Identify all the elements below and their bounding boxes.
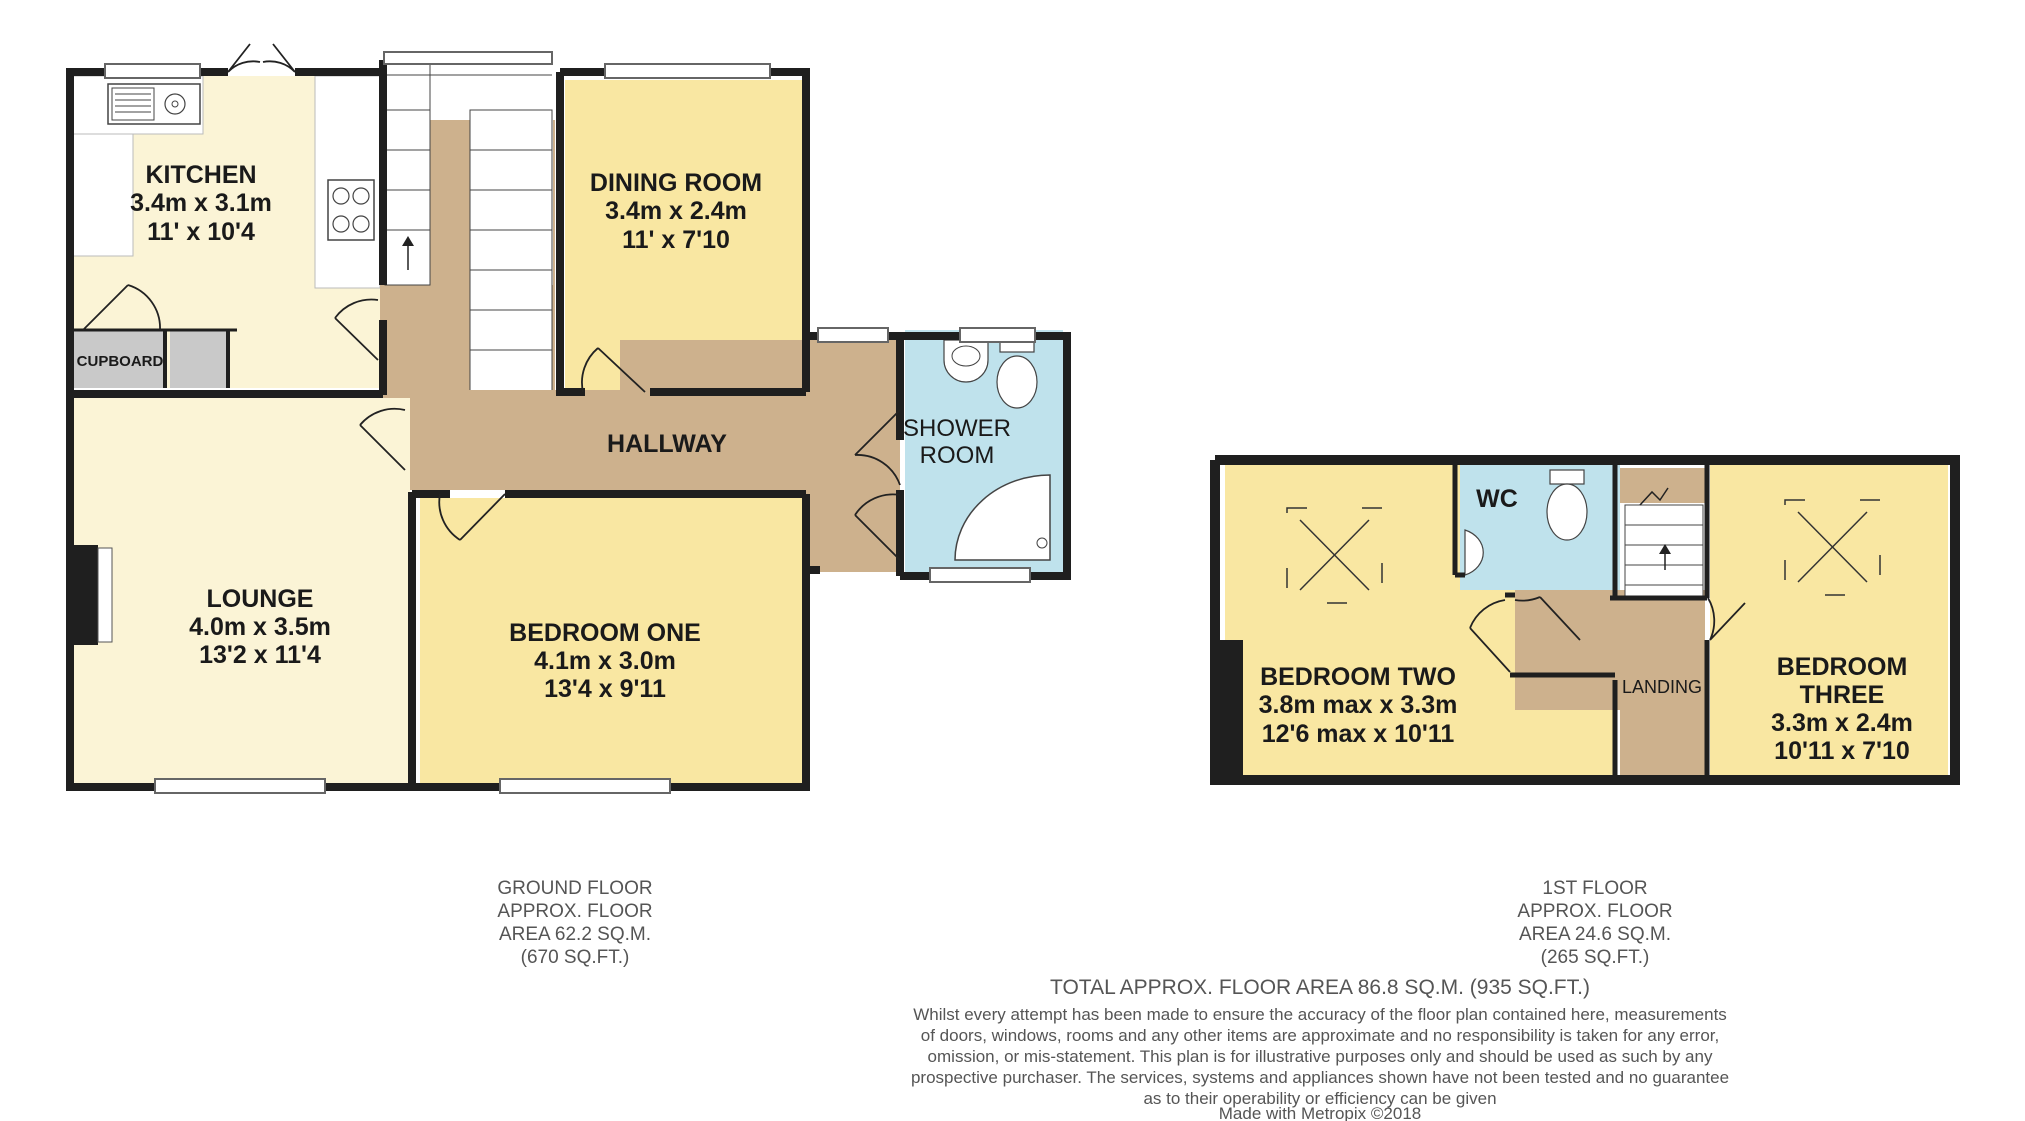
disclaimer-line: as to their operability or efficiency can be given	[1143, 1089, 1497, 1108]
wc-toilet-icon	[1547, 470, 1587, 540]
hallway-floor	[380, 390, 620, 490]
first-floor-summary-line: 1ST FLOOR	[1542, 878, 1648, 899]
disclaimer-line: prospective purchaser. The services, systems and appliances shown have not been tested and no guarantee	[910, 1068, 1730, 1087]
bedroom-three-label	[1771, 653, 1913, 765]
credit: Made with Metropix ©2018	[1218, 1104, 1422, 1121]
lounge-name: LOUNGE	[206, 585, 314, 613]
kitchen-imperial: 11' x 10'4	[147, 218, 255, 246]
ground-floor-summary-line: AREA 62.2 SQ.M.	[498, 924, 652, 945]
hallway-lower	[802, 340, 900, 572]
cupboard-store	[170, 330, 228, 388]
bedroom-one-name: BEDROOM ONE	[509, 619, 701, 647]
landing-label: LANDING	[1621, 677, 1703, 697]
hob-icon	[328, 180, 374, 240]
sink-icon	[108, 84, 200, 124]
dining-room-name: DINING ROOM	[589, 169, 763, 197]
bedroom-two-name: BEDROOM TWO	[1260, 663, 1456, 691]
lounge-metric: 4.0m x 3.5m	[189, 613, 331, 641]
bedroom-one-imperial: 13'4 x 9'11	[544, 675, 666, 703]
shower-room-line2: ROOM	[919, 442, 995, 469]
bedroom-two-imperial: 12'6 max x 10'11	[1261, 720, 1455, 748]
first-floor-summary	[1470, 877, 1720, 969]
ground-floor-summary-line: GROUND FLOOR	[497, 878, 653, 899]
first-floor-summary-line: (265 SQ.FT.)	[1540, 947, 1650, 968]
first-floor-staircase	[1625, 488, 1703, 600]
disclaimer-line: of doors, windows, rooms and any other items are approximate and no responsibility is taken for any error,	[920, 1026, 1720, 1045]
ground-floor-summary-line: (670 SQ.FT.)	[520, 947, 630, 968]
disclaimer-line: omission, or mis-statement. This plan is for illustrative purposes only and should be used as such by any	[927, 1047, 1713, 1066]
bedroom-three-imperial: 10'11 x 7'10	[1774, 737, 1910, 765]
kitchen-name: KITCHEN	[145, 161, 257, 189]
stair-top	[1620, 468, 1705, 503]
wc-floor	[1460, 465, 1620, 590]
bedroom-one-metric: 4.1m x 3.0m	[534, 647, 676, 675]
disclaimer	[820, 1004, 1820, 1109]
lounge-imperial: 13'2 x 11'4	[199, 641, 321, 669]
total-area: TOTAL APPROX. FLOOR AREA 86.8 SQ.M. (935 SQ.FT.)	[1050, 976, 1590, 999]
dining-room-imperial: 11' x 7'10	[622, 226, 730, 254]
fireplace-icon	[73, 545, 112, 645]
ground-floor-summary	[450, 877, 700, 969]
kitchen-metric: 3.4m x 3.1m	[130, 189, 272, 217]
shower-room-line1: SHOWER	[903, 415, 1011, 442]
disclaimer-line: Whilst every attempt has been made to ensure the accuracy of the floor plan contained here, measurements	[913, 1005, 1727, 1024]
first-floor-summary-line: AREA 24.6 SQ.M.	[1518, 924, 1672, 945]
cupboard-label: CUPBOARD	[76, 353, 164, 370]
hallway-label: HALLWAY	[607, 430, 727, 458]
bedroom-two-label	[1259, 663, 1458, 748]
dining-room-metric: 3.4m x 2.4m	[605, 197, 747, 225]
kitchen-label	[130, 161, 272, 246]
bedroom-three-metric: 3.3m x 2.4m	[1771, 709, 1913, 737]
ground-floor-summary-line: APPROX. FLOOR	[497, 901, 653, 922]
bedroom-two-metric: 3.8m max x 3.3m	[1258, 691, 1458, 719]
landing-lower	[1620, 700, 1705, 775]
lounge-label	[189, 585, 331, 669]
wc-label: WC	[1476, 485, 1518, 513]
bedroom-three-line1: BEDROOM	[1776, 653, 1908, 681]
bedroom-three-line2: THREE	[1799, 681, 1885, 709]
first-floor-summary-line: APPROX. FLOOR	[1517, 901, 1673, 922]
basin-icon	[944, 340, 988, 382]
toilet-icon	[997, 338, 1037, 408]
first-floor-wall-block	[1215, 640, 1243, 780]
